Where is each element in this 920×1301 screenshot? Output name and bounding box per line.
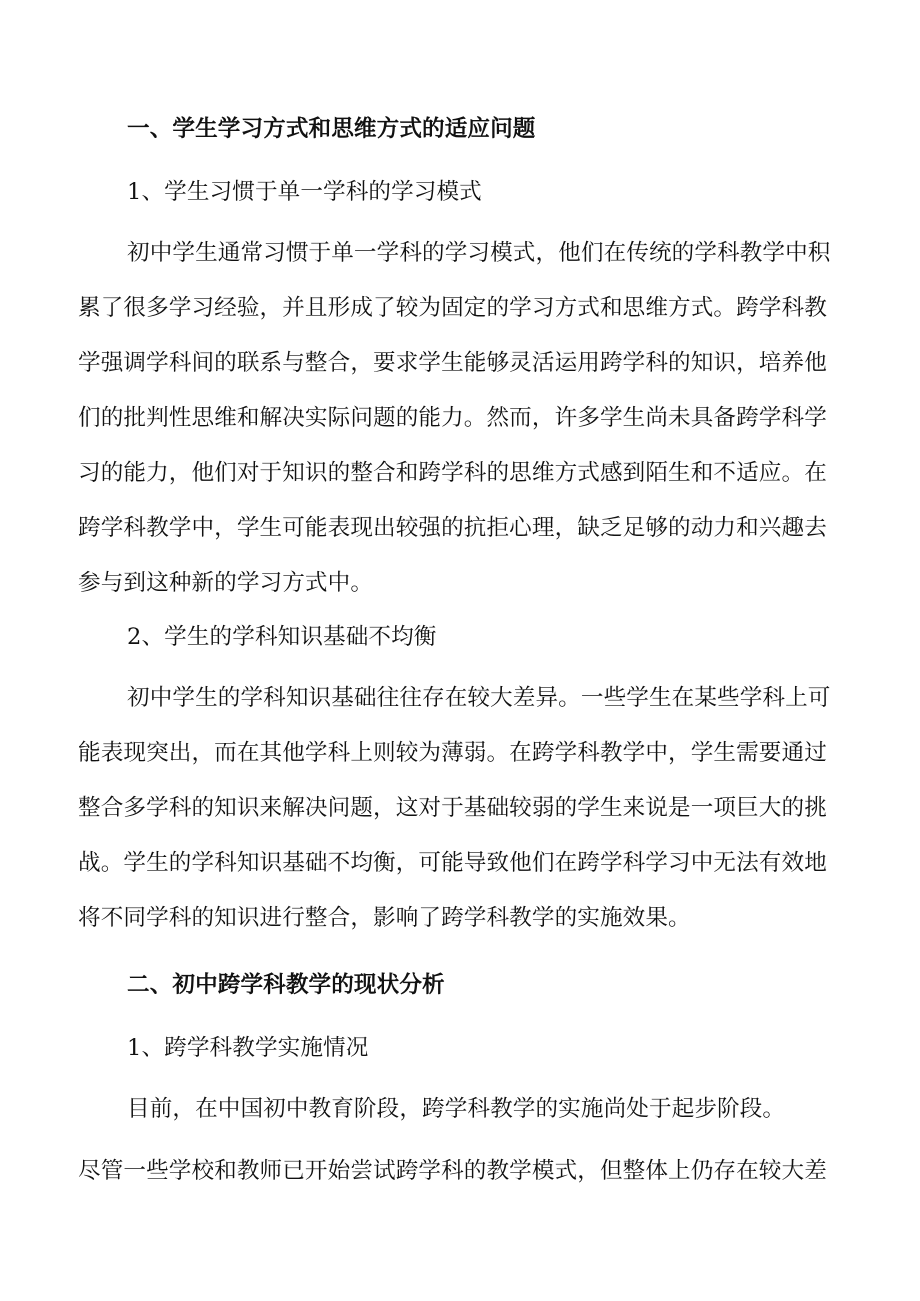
paragraph-line: 累了很多学习经验，并且形成了较为固定的学习方式和思维方式。跨学科教 [78, 295, 827, 321]
paragraph-line: 初中学生通常习惯于单一学科的学习模式，他们在传统的学科教学中积 [127, 240, 831, 266]
paragraph-line: 目前，在中国初中教育阶段，跨学科教学的实施尚处于起步阶段。 [127, 1096, 786, 1122]
paragraph-line: 将不同学科的知识进行整合，影响了跨学科教学的实施效果。 [78, 905, 691, 931]
paragraph-line: 尽管一些学校和教师已开始尝试跨学科的教学模式，但整体上仍存在较大差 [78, 1158, 827, 1184]
paragraph-line: 跨学科教学中，学生可能表现出较强的抗拒心理，缺乏足够的动力和兴趣去 [78, 515, 827, 541]
paragraph-line: 学强调学科间的联系与整合，要求学生能够灵活运用跨学科的知识，培养他 [78, 350, 827, 376]
paragraph-line: 参与到这种新的学习方式中。 [78, 570, 374, 596]
paragraph-line: 初中学生的学科知识基础往往存在较大差异。一些学生在某些学科上可 [127, 685, 831, 711]
paragraph-line: 习的能力，他们对于知识的整合和跨学科的思维方式感到陌生和不适应。在 [78, 460, 827, 486]
subsection-title-1-2: 2、学生的学科知识基础不均衡 [127, 624, 437, 650]
paragraph-line: 战。学生的学科知识基础不均衡，可能导致他们在跨学科学习中无法有效地 [78, 850, 827, 876]
paragraph-line: 整合多学科的知识来解决问题，这对于基础较弱的学生来说是一项巨大的挑 [78, 795, 827, 821]
subsection-title-2-1: 1、跨学科教学实施情况 [127, 1035, 369, 1061]
section-heading-1: 一、学生学习方式和思维方式的适应问题 [127, 116, 536, 142]
subsection-title-1-1: 1、学生习惯于单一学科的学习模式 [127, 179, 482, 205]
paragraph-line: 们的批判性思维和解决实际问题的能力。然而，许多学生尚未具备跨学科学 [78, 405, 827, 431]
section-heading-2: 二、初中跨学科教学的现状分析 [127, 972, 445, 998]
paragraph-line: 能表现突出，而在其他学科上则较为薄弱。在跨学科教学中，学生需要通过 [78, 740, 827, 766]
